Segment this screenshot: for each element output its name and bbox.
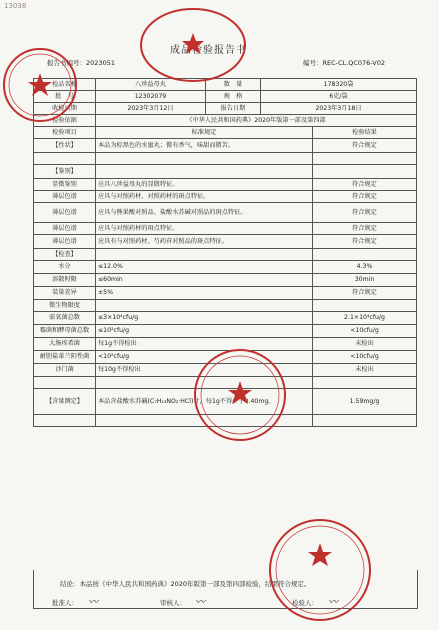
- reviewer-signature: 〰: [195, 597, 205, 608]
- test-row: [34, 179, 417, 191]
- corner-note: 13038: [4, 2, 27, 10]
- test-row: [34, 235, 417, 249]
- test-result: <10cfu/g: [313, 351, 417, 364]
- test-standard: 每1g不得检出: [96, 338, 313, 351]
- report-title: 成品检验报告书: [170, 45, 247, 56]
- test-item: 【含量测定】: [34, 389, 96, 415]
- inspector-signature: 〰: [328, 597, 338, 608]
- test-standard: ≤60min: [96, 274, 313, 287]
- test-item: [34, 415, 96, 427]
- test-row: [34, 153, 417, 165]
- test-standard: [96, 153, 313, 165]
- spec-label: 规 格: [206, 91, 261, 103]
- test-standard: ±5%: [96, 287, 313, 300]
- test-item: 沙门菌: [34, 364, 96, 377]
- test-item: [34, 377, 96, 389]
- document-number: [303, 58, 385, 67]
- inspector-label: 检验人：: [292, 599, 318, 607]
- test-row: [34, 165, 417, 179]
- basis-value: 《中华人民共和国药典》2020年版第一部及第四部: [96, 115, 417, 127]
- test-result: 2.1×10⁴cfu/g: [313, 312, 417, 325]
- test-item: 装量差异: [34, 287, 96, 300]
- test-item: 显微鉴别: [34, 179, 96, 191]
- conclusion-label: 结论：: [60, 580, 80, 588]
- test-item: 霉菌和酵母菌总数: [34, 325, 96, 338]
- test-standard: 本品为棕黑色的水蜜丸；微有香气，味甜而微苦。: [96, 139, 313, 153]
- test-item: 溶散时限: [34, 274, 96, 287]
- test-result: [313, 377, 417, 389]
- report-number-value: 2023051: [86, 59, 115, 67]
- report-date-value: 2023年3月18日: [261, 103, 417, 115]
- test-row: [34, 287, 417, 300]
- batch-label: 批 号: [34, 91, 96, 103]
- conclusion-text: 本品按《中华人民共和国药典》2020年版第一部及第四部检验，结果符合规定。: [79, 580, 311, 588]
- basis-label: 检验依据: [34, 115, 96, 127]
- test-standard: 本品含盐酸水苏碱(C₇H₁₃NO₂·HCl)计，每1g不得少于0.40mg。: [96, 389, 313, 415]
- test-standard: [96, 300, 313, 312]
- approver-signature: 〰: [88, 597, 98, 608]
- test-standard: 应具有与对照药材、芍药苷对照品的斑点特征。: [96, 235, 313, 249]
- test-item: 【鉴别】: [34, 165, 96, 179]
- test-result: 1.59mg/g: [313, 389, 417, 415]
- test-result: 符合规定: [313, 191, 417, 203]
- test-item: 需氧菌总数: [34, 312, 96, 325]
- test-row: [34, 203, 417, 223]
- test-row: [34, 191, 417, 203]
- qa-seal-top: [138, 5, 248, 85]
- test-row: [34, 312, 417, 325]
- test-result: 4.3%: [313, 261, 417, 274]
- test-result: 符合规定: [313, 287, 417, 300]
- test-standard: ≤12.0%: [96, 261, 313, 274]
- report-date-label: 报告日期: [206, 103, 261, 115]
- product-value: 八珍益母丸: [96, 79, 206, 91]
- product-label: 检品名称: [34, 79, 96, 91]
- test-item: 【检查】: [34, 249, 96, 261]
- test-result: [313, 415, 417, 427]
- reviewer-label: 审核人：: [160, 599, 186, 607]
- document-number-value: REC-CL.QC076-V02: [322, 59, 385, 67]
- qa-seal-bottom: [260, 515, 380, 625]
- test-item: 薄层色谱: [34, 235, 96, 249]
- test-result: 符合规定: [313, 139, 417, 153]
- quantity-value: 178320袋: [261, 79, 417, 91]
- test-standard: 应具与对照药材、对照药材的斑点特征。: [96, 191, 313, 203]
- test-row: [34, 139, 417, 153]
- column-standard-header: 标准规定: [96, 127, 313, 139]
- approver-label: 批准人：: [52, 599, 78, 607]
- test-standard: [96, 165, 313, 179]
- test-item: 微生物限度: [34, 300, 96, 312]
- test-result: 未检出: [313, 338, 417, 351]
- document-number-label: 编号：: [303, 59, 323, 67]
- test-row: [34, 223, 417, 235]
- test-result: [313, 249, 417, 261]
- test-item: 薄层色谱: [34, 203, 96, 223]
- test-item: 薄层色谱: [34, 191, 96, 203]
- test-standard: [96, 249, 313, 261]
- test-row: [34, 274, 417, 287]
- receive-date-label: 收检日期: [34, 103, 96, 115]
- test-item: 大肠埃希菌: [34, 338, 96, 351]
- test-result: 30min: [313, 274, 417, 287]
- test-result: 符合规定: [313, 223, 417, 235]
- test-row: [34, 249, 417, 261]
- test-result: <10cfu/g: [313, 325, 417, 338]
- test-result: 未检出: [313, 364, 417, 377]
- batch-value: 12302079: [96, 91, 206, 103]
- test-item: 薄层色谱: [34, 223, 96, 235]
- test-item: [34, 153, 96, 165]
- test-standard: <10²cfu/g: [96, 351, 313, 364]
- column-result-header: 检验结果: [313, 127, 417, 139]
- test-item: 水分: [34, 261, 96, 274]
- test-result: [313, 153, 417, 165]
- column-item-header: 检验项目: [34, 127, 96, 139]
- test-item: 【性状】: [34, 139, 96, 153]
- test-standard: ≤10²cfu/g: [96, 325, 313, 338]
- test-item: 耐胆盐革兰阴性菌: [34, 351, 96, 364]
- test-row: [34, 300, 417, 312]
- test-result: 符合规定: [313, 179, 417, 191]
- test-standard: 应具与对照药材的斑点特征。: [96, 223, 313, 235]
- receive-date-value: 2023年3月12日: [96, 103, 206, 115]
- test-result: [313, 300, 417, 312]
- qa-seal-middle: [180, 345, 300, 445]
- report-number-label: 报告书编号：: [47, 59, 86, 67]
- qa-seal-left: [0, 45, 80, 125]
- test-row: [34, 261, 417, 274]
- test-standard: 应具与熊果酸对照品、盐酸水苏碱对照品的斑点特征。: [96, 203, 313, 223]
- test-result: 符合规定: [313, 235, 417, 249]
- test-row: [34, 325, 417, 338]
- test-result: 符合规定: [313, 203, 417, 223]
- test-standard: 每10g不得检出: [96, 364, 313, 377]
- quantity-label: 数 量: [206, 79, 261, 91]
- test-standard: ≤3×10⁴cfu/g: [96, 312, 313, 325]
- test-result: [313, 165, 417, 179]
- spec-value: 6克/袋: [261, 91, 417, 103]
- test-standard: 应具八珍益母丸的显微特征。: [96, 179, 313, 191]
